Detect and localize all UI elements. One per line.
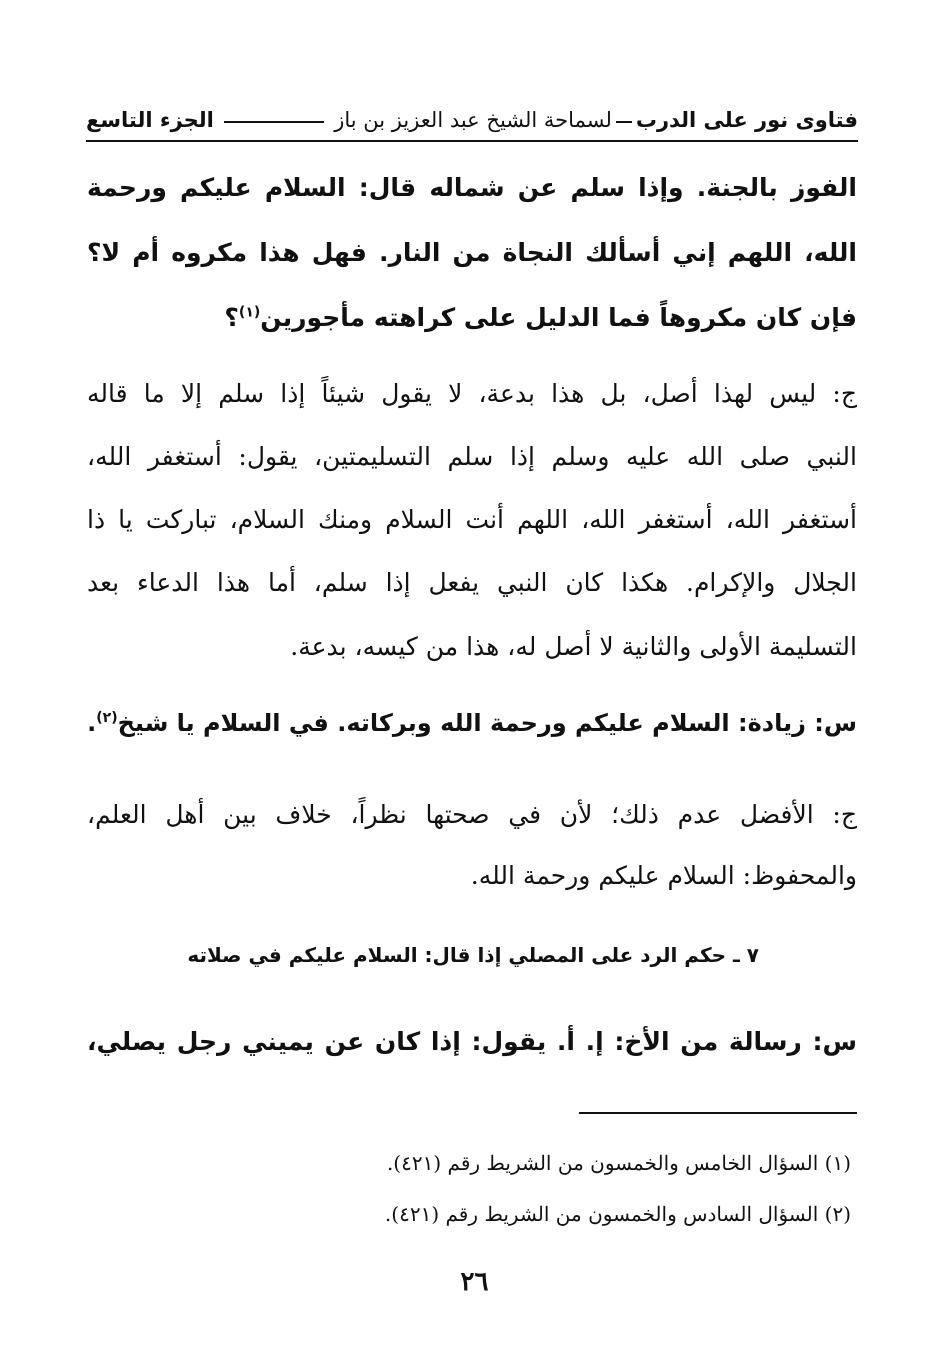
answer-line-1: ج: ليس لهذا أصل، بل هذا بدعة، لا يقول شيئاً إذا سلم إلا ما قاله [87, 379, 857, 408]
answer2-line-2: والمحفوظ: السلام عليكم ورحمة الله. [470, 861, 857, 890]
volume-part: الجزء التاسع [86, 108, 214, 132]
answer-line-4: الجلال والإكرام. هكذا كان النبي يفعل إذا سلم، أما هذا الدعاء بعد [87, 568, 857, 597]
book-title: فتاوى نور على الدرب [635, 108, 858, 132]
question-line-3 [87, 298, 857, 342]
question2-text: س: زيادة: السلام عليكم ورحمة الله وبركاته. في السلام يا شيخ [117, 709, 857, 737]
question-line-3-text: فإن كان مكروهاً فما الدليل على كراهته مأجورين [260, 303, 857, 332]
page-number: ٢٦ [460, 1267, 489, 1297]
question3-line: س: رسالة من الأخ: إ. أ. يقول: إذا كان عن يميني رجل يصلي، [87, 1027, 857, 1056]
question-line-1: الفوز بالجنة. وإذا سلم عن شماله قال: السلام عليكم ورحمة [87, 173, 857, 202]
author-name: لسماحة الشيخ عبد العزيز بن باز [334, 108, 612, 132]
answer-line-2: النبي صلى الله عليه وسلم إذا سلم التسليمتين، يقول: أستغفر الله، [87, 442, 857, 471]
question-line-3-mark: ؟ [224, 303, 239, 332]
header-line [224, 121, 324, 123]
question2-mark: . [87, 709, 97, 737]
header-rule [86, 140, 858, 142]
footnote-rule [579, 1112, 857, 1114]
answer-line-3: أستغفر الله، أستغفر الله، اللهم أنت السلام ومنك السلام، تباركت يا ذا [87, 505, 857, 534]
question2-line [87, 703, 857, 747]
footnote-2: (٢) السؤال السادس والخمسون من الشريط رقم (٤٢١). [384, 1202, 851, 1226]
running-header [86, 102, 858, 138]
answer-line-5: التسليمة الأولى والثانية لا أصل له، هذا من كيسه، بدعة. [290, 632, 857, 661]
section-heading: ٧ ـ حكم الرد على المصلي إذا قال: السلام عليكم في صلاته [187, 943, 759, 967]
footnote-ref-1: (١) [238, 304, 261, 321]
header-dash [616, 121, 632, 123]
answer2-line-1: ج: الأفضل عدم ذلك؛ لأن في صحتها نظراً، خلاف بين أهل العلم، [87, 800, 857, 829]
footnote-1: (١) السؤال الخامس والخمسون من الشريط رقم (٤٢١). [386, 1151, 851, 1175]
footnote-ref-2: (٢) [96, 710, 118, 726]
question-line-2: الله، اللهم إني أسألك النجاة من النار. فهل هذا مكروه أم لا؟ [87, 238, 857, 267]
